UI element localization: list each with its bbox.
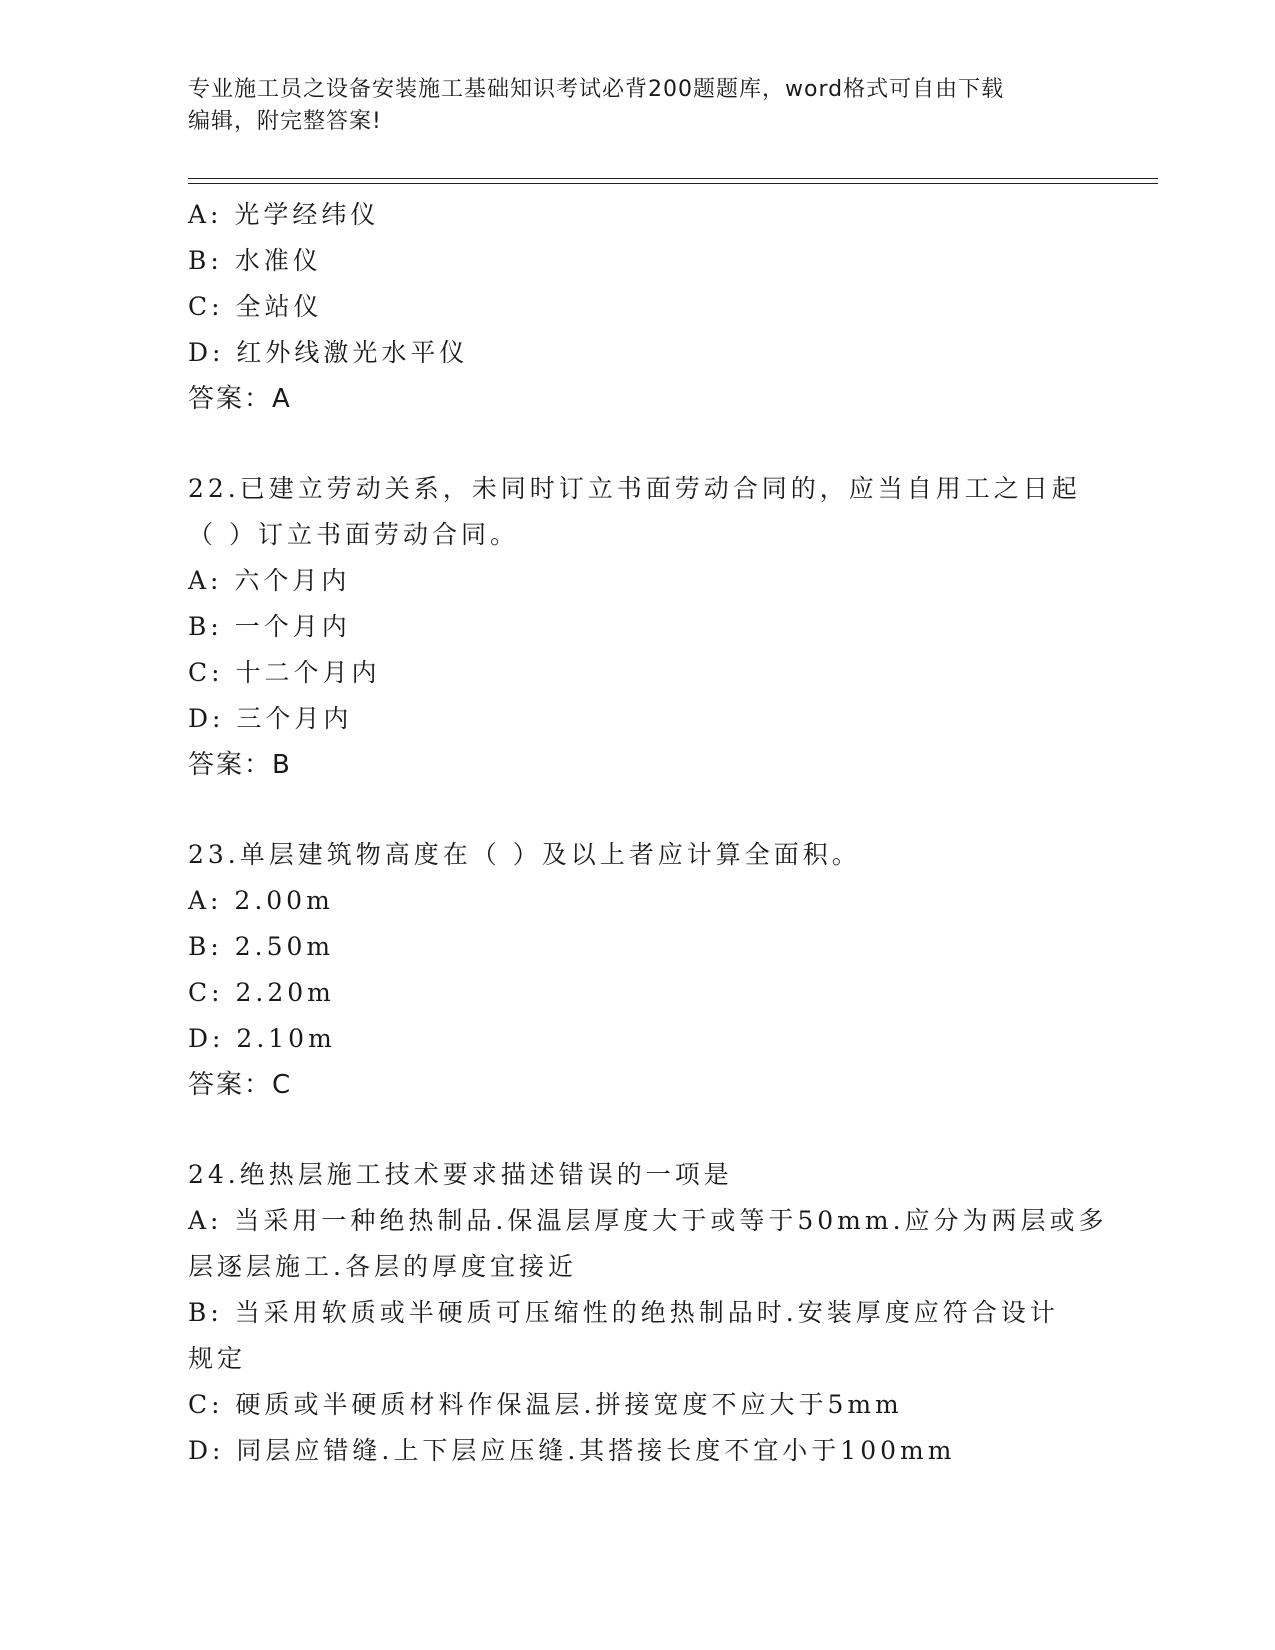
option-c: C: 全站仪 [188,292,323,321]
option-c: C: 硬质或半硬质材料作保温层.拼接宽度不应大于5mm [188,1390,903,1419]
answer-line: 答案：A [188,384,292,414]
option-c: C: 十二个月内 [188,658,381,687]
option-d: D: 三个月内 [188,704,353,733]
question-text: 23.单层建筑物高度在（ ）及以上者应计算全面积。 [188,840,861,869]
option-c: C: 2.20m [188,978,335,1007]
question-22 [188,466,1088,788]
header-divider [188,178,1158,184]
page-header [188,74,1088,138]
question-text-line1: 22.已建立劳动关系，未同时订立书面劳动合同的，应当自用工之日起 [188,474,1081,503]
question-text: 24.绝热层施工技术要求描述错误的一项是 [188,1160,733,1189]
option-a: A: 六个月内 [188,566,351,595]
option-d: D: 同层应错缝.上下层应压缝.其搭接长度不宜小于100mm [188,1436,956,1465]
spacer [188,788,1088,832]
question-24 [188,1152,1108,1474]
option-a: A: 光学经纬仪 [188,200,380,229]
header-title-line1: 专业施工员之设备安装施工基础知识考试必背200题题库，word格式可自由下载 [188,77,1005,102]
spacer [188,1108,1088,1152]
answer-line: 答案：C [188,1070,293,1100]
question-21 [188,192,1088,422]
question-23 [188,832,1088,1108]
spacer [188,422,1088,466]
option-d: D: 红外线激光水平仪 [188,338,469,367]
document-body [188,192,1108,1474]
option-b-line1: B: 当采用软质或半硬质可压缩性的绝热制品时.安装厚度应符合设计 [188,1298,1059,1327]
option-b: B: 一个月内 [188,612,351,641]
answer-line: 答案：B [188,750,292,780]
option-b-line2: 规定 [188,1344,247,1373]
option-a-line1: A: 当采用一种绝热制品.保温层厚度大于或等于50mm.应分为两层或多 [188,1206,1108,1235]
option-a-line2: 层逐层施工.各层的厚度宜接近 [188,1252,577,1281]
question-text-line2: （ ）订立书面劳动合同。 [188,520,519,549]
option-a: A: 2.00m [188,886,334,915]
option-b: B: 水准仪 [188,246,322,275]
option-d: D: 2.10m [188,1024,336,1053]
option-b: B: 2.50m [188,932,335,961]
header-title-line2: 编辑，附完整答案! [188,109,382,134]
